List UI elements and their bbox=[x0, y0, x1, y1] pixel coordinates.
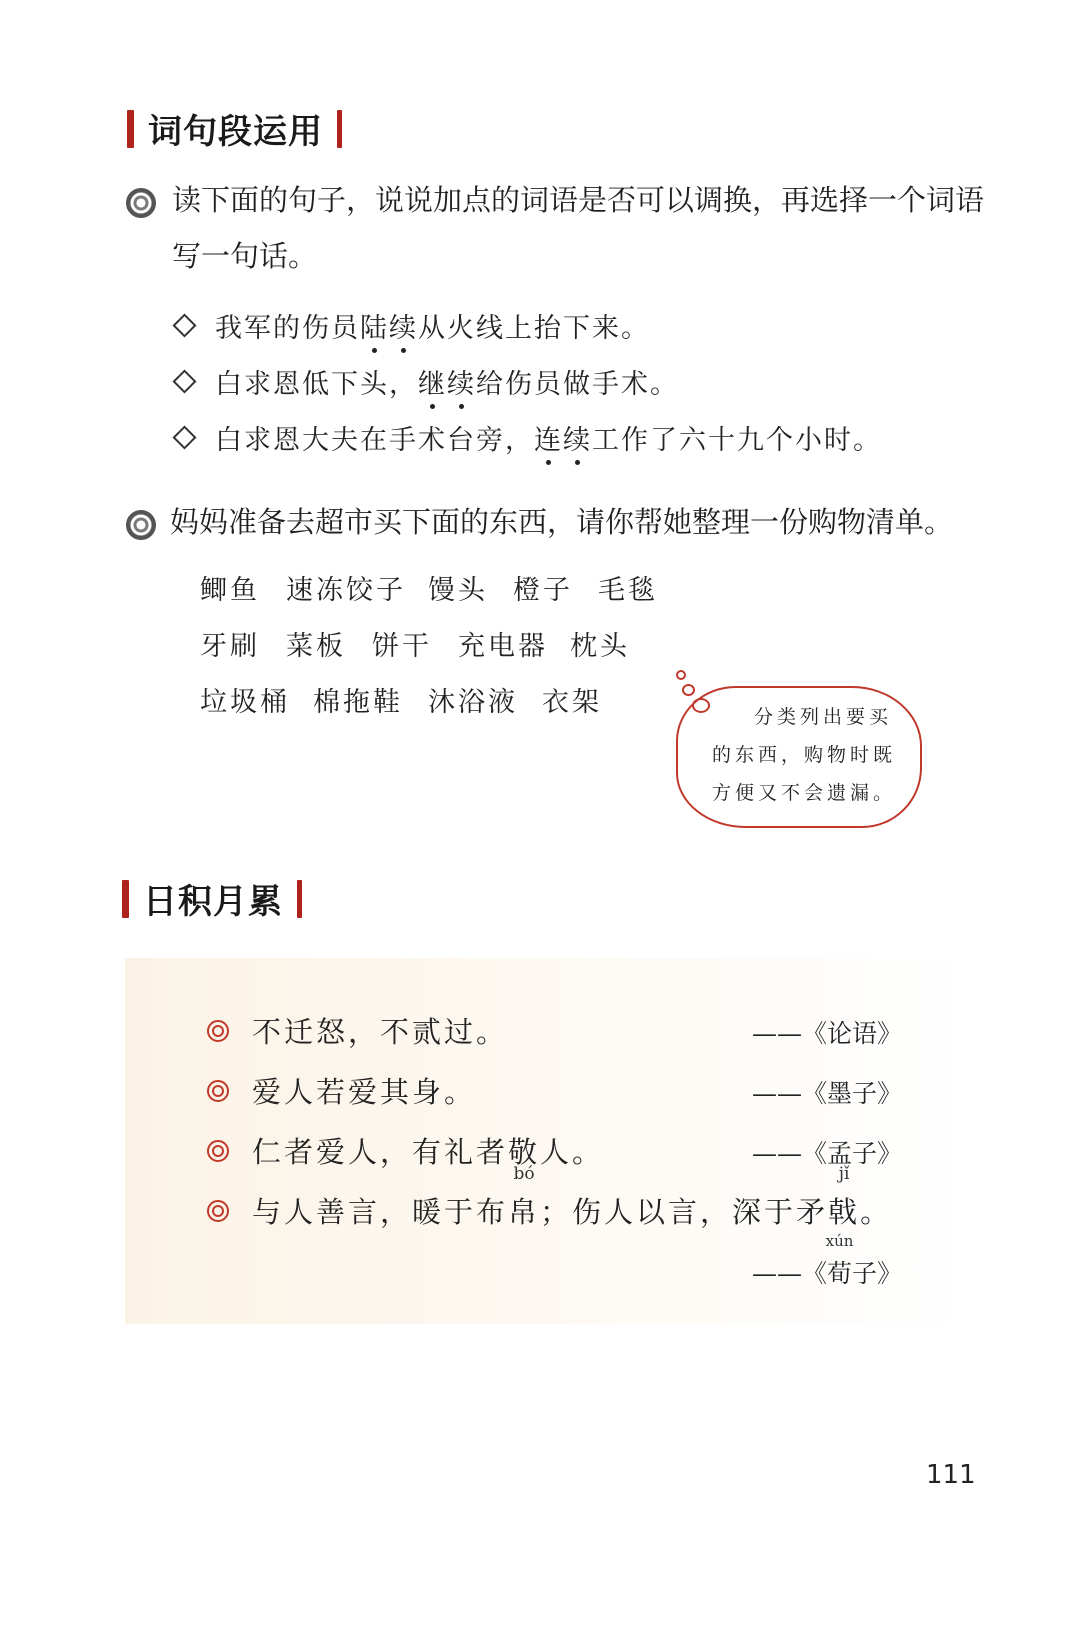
shopping-item: 牙刷 bbox=[200, 631, 260, 662]
quote-4-part-2: ；伤人以言，深于矛 bbox=[540, 1195, 829, 1229]
sentence-text: 白求恩低下头， bbox=[215, 369, 418, 400]
shopping-item: 充电器 bbox=[458, 631, 548, 662]
bubble-line-2: 的东西，购物时既 bbox=[712, 744, 897, 766]
thought-dot-icon bbox=[682, 684, 695, 696]
section-title: 词句段运用 bbox=[148, 112, 323, 152]
double-circle-bullet-icon bbox=[207, 1200, 229, 1222]
shopping-item: 毛毯 bbox=[598, 575, 658, 606]
dotted-char: 续 bbox=[389, 306, 418, 345]
diamond-bullet-icon bbox=[172, 369, 196, 393]
diamond-bullet-icon bbox=[172, 313, 196, 337]
dotted-char: 连 bbox=[534, 418, 563, 457]
page-number: 111 bbox=[926, 1460, 976, 1490]
header-bar-left bbox=[127, 110, 134, 148]
shopping-item: 衣架 bbox=[542, 687, 602, 718]
thought-dot-icon bbox=[676, 670, 686, 680]
double-circle-bullet-icon bbox=[207, 1080, 229, 1102]
ruby-ji bbox=[828, 1164, 861, 1231]
question-1-line-1: 读下面的句子，说说加点的词语是否可以调换，再选择一个词语 bbox=[172, 183, 985, 217]
shopping-item: 馒头 bbox=[428, 575, 488, 606]
sentence-2 bbox=[176, 362, 679, 401]
sentence-3 bbox=[176, 418, 882, 457]
question-2: 妈妈准备去超市买下面的东西，请你帮她整理一份购物清单。 bbox=[170, 505, 954, 539]
dotted-char: 继 bbox=[418, 362, 447, 401]
shopping-item: 橙子 bbox=[513, 575, 573, 606]
ruby-bo bbox=[508, 1164, 541, 1231]
question-icon bbox=[126, 510, 156, 540]
ruby-char: 荀 bbox=[827, 1259, 853, 1288]
quote-4-part-1: 与人善言，暖于布 bbox=[252, 1195, 509, 1229]
shopping-item: 菜板 bbox=[286, 631, 346, 662]
quote-3: 仁者爱人，有礼者敬人。 bbox=[252, 1135, 605, 1169]
sentence-text: 从火线上抬下来。 bbox=[418, 313, 650, 344]
diamond-bullet-icon bbox=[172, 425, 196, 449]
shopping-item: 饼干 bbox=[372, 631, 432, 662]
double-circle-bullet-icon bbox=[207, 1140, 229, 1162]
dotted-char: 续 bbox=[447, 362, 476, 401]
quote-source-4 bbox=[752, 1232, 903, 1290]
dotted-word-lianxu bbox=[534, 425, 592, 456]
shopping-item: 速冻饺子 bbox=[286, 575, 406, 606]
question-icon bbox=[126, 188, 156, 218]
shopping-item: 垃圾桶 bbox=[200, 687, 290, 718]
ruby-char: 帛 bbox=[508, 1195, 541, 1229]
quote-1: 不迁怒，不贰过。 bbox=[252, 1015, 509, 1049]
source-pre: ——《 bbox=[752, 1259, 828, 1288]
question-1-line-2: 写一句话。 bbox=[172, 239, 318, 273]
sentence-1 bbox=[176, 306, 650, 345]
sentence-text: 工作了六十九个小时。 bbox=[592, 425, 882, 456]
ruby-xun bbox=[825, 1232, 854, 1290]
dotted-word-jixu bbox=[418, 369, 476, 400]
pinyin: xún bbox=[825, 1232, 854, 1250]
section-header-ri-ji-yue-lei bbox=[122, 874, 302, 923]
dotted-char: 续 bbox=[563, 418, 592, 457]
double-circle-bullet-icon bbox=[207, 1020, 229, 1042]
quote-2: 爱人若爱其身。 bbox=[252, 1075, 477, 1109]
shopping-item: 枕头 bbox=[570, 631, 630, 662]
sentence-text: 白求恩大夫在手术台旁， bbox=[215, 425, 534, 456]
bubble-line-3: 方便又不会遗漏。 bbox=[712, 782, 897, 804]
pinyin: jǐ bbox=[838, 1164, 850, 1184]
quote-source-2: ——《墨子》 bbox=[752, 1079, 903, 1108]
sentence-text: 给伤员做手术。 bbox=[476, 369, 679, 400]
bubble-line-1: 分类列出要买 bbox=[754, 706, 893, 728]
pinyin: bó bbox=[513, 1164, 535, 1184]
source-post: 子》 bbox=[852, 1259, 903, 1288]
quote-4-part-3: 。 bbox=[860, 1195, 893, 1229]
section-title: 日积月累 bbox=[143, 882, 283, 922]
ruby-char: 戟 bbox=[828, 1195, 861, 1229]
quote-source-3: ——《孟子》 bbox=[752, 1139, 903, 1168]
quote-4 bbox=[252, 1164, 893, 1231]
dotted-word-luxu bbox=[360, 313, 418, 344]
header-bar-right bbox=[337, 110, 342, 148]
shopping-item: 棉拖鞋 bbox=[313, 687, 403, 718]
header-bar-right bbox=[297, 880, 302, 918]
dotted-char: 陆 bbox=[360, 306, 389, 345]
header-bar-left bbox=[122, 880, 129, 918]
quote-source-1: ——《论语》 bbox=[752, 1019, 903, 1048]
section-header-ci-ju-duan bbox=[127, 104, 342, 153]
shopping-item: 沐浴液 bbox=[428, 687, 518, 718]
sentence-text: 我军的伤员 bbox=[215, 313, 360, 344]
shopping-item: 鲫鱼 bbox=[200, 575, 260, 606]
